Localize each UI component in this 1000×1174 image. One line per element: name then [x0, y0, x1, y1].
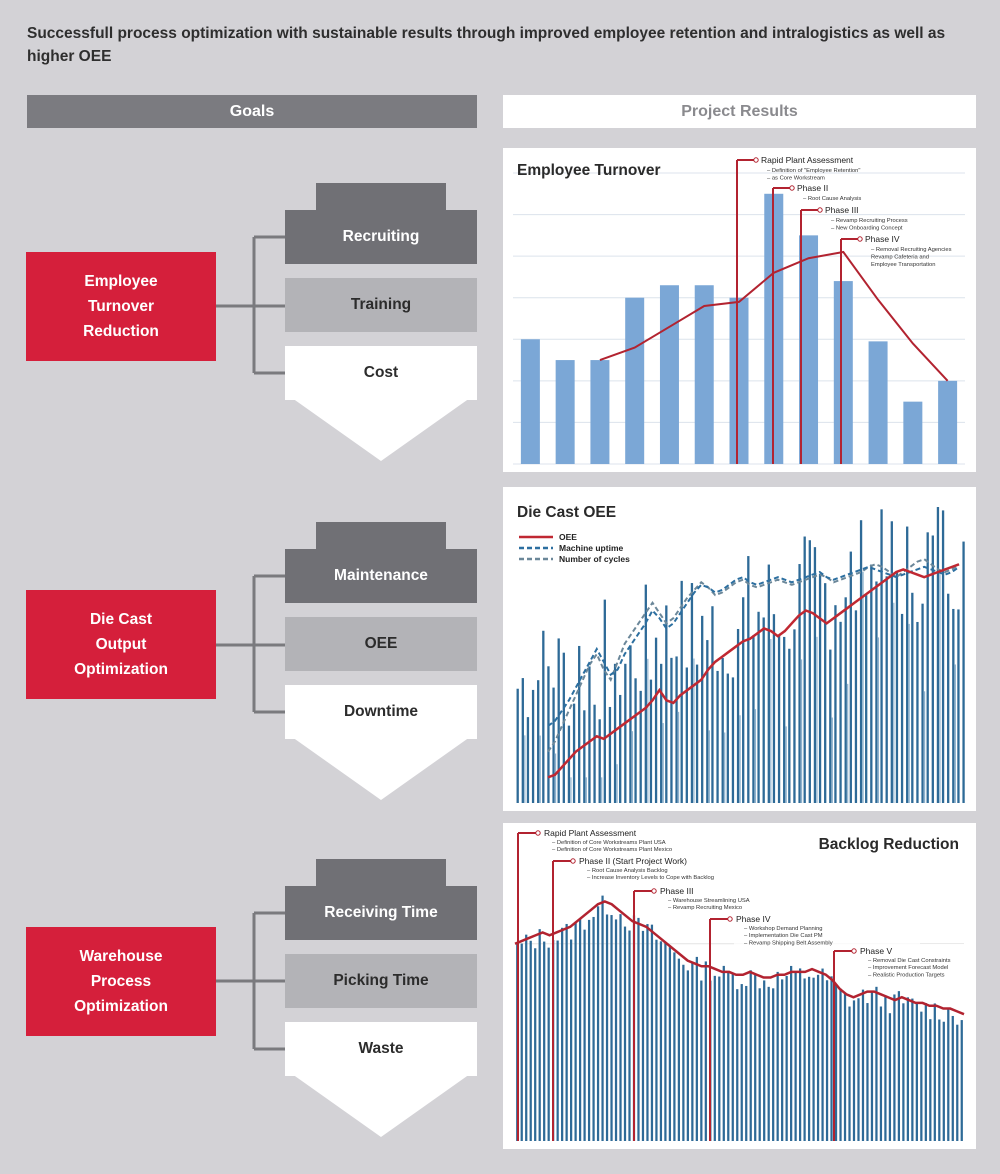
bar	[869, 341, 888, 464]
bar	[687, 970, 689, 1141]
annotation-note: – Definition of Core Workstreams Plant USA	[552, 840, 666, 846]
item-downtime: Downtime	[285, 685, 477, 739]
bar	[916, 1003, 918, 1141]
phase-marker-dot	[790, 186, 794, 190]
bar	[839, 989, 841, 1141]
funnel-stack-1	[285, 183, 477, 463]
bar	[812, 978, 814, 1141]
annotation-note: – Increase Inventory Levels to Cope with Backlog	[587, 875, 714, 882]
bar	[619, 914, 621, 1141]
bar	[556, 360, 575, 464]
phase-marker-dot	[652, 889, 656, 893]
goal-line: Output	[95, 636, 147, 653]
bar	[891, 521, 893, 803]
chart-3-svg	[503, 823, 976, 1149]
bar	[530, 941, 532, 1141]
bar	[637, 918, 639, 1141]
bar-minor	[939, 570, 940, 803]
bar	[786, 976, 788, 1141]
bar	[517, 689, 519, 803]
bar	[920, 1012, 922, 1141]
bar	[747, 556, 749, 803]
bar	[557, 941, 559, 1141]
bar	[768, 987, 770, 1141]
goals-header: Goals	[27, 95, 477, 128]
bar	[911, 999, 913, 1141]
item-maintenance: Maintenance	[285, 549, 477, 603]
bar-minor	[801, 659, 802, 803]
goal-employee-turnover	[26, 252, 216, 361]
bar	[824, 583, 826, 803]
bar	[599, 719, 601, 803]
bar	[732, 677, 734, 803]
bar	[763, 617, 765, 803]
bar	[921, 604, 923, 803]
bar	[835, 985, 837, 1141]
goal-die-cast	[26, 590, 216, 699]
bar	[651, 925, 653, 1141]
bar	[521, 339, 540, 464]
bar	[839, 622, 841, 803]
bar	[579, 919, 581, 1141]
annotation-label: Rapid Plant Assessment	[761, 155, 854, 165]
bar	[665, 605, 667, 803]
annotation-note: – Definition of Core Workstreams Plant Mexico	[552, 847, 673, 854]
bar	[942, 510, 944, 803]
bar	[866, 1003, 868, 1141]
bar	[893, 994, 895, 1141]
chart-2-svg	[503, 487, 976, 811]
annotation-note: – Definition of "Employee Retention"	[767, 168, 861, 174]
phase-marker-dot	[728, 917, 732, 921]
bar	[527, 717, 529, 803]
bar	[947, 1008, 949, 1141]
bar	[925, 1003, 927, 1141]
bar	[570, 940, 572, 1141]
bar	[886, 576, 888, 803]
chart-title: Die Cast OEE	[517, 504, 617, 521]
annotation-note: Employee Transportation	[871, 262, 936, 268]
annotation-note: – New Onboarding Concept	[831, 225, 903, 232]
bar-minor	[601, 777, 602, 803]
bar	[561, 928, 563, 1141]
phase-marker-dot	[754, 158, 758, 162]
bar	[678, 959, 680, 1141]
chart-title: Employee Turnover	[517, 162, 661, 179]
bar	[547, 666, 549, 803]
bar	[745, 986, 747, 1141]
bar	[568, 726, 570, 803]
bar	[862, 990, 864, 1141]
bar	[624, 664, 626, 803]
bar	[929, 1019, 931, 1141]
bar	[768, 565, 770, 803]
bar	[706, 640, 708, 803]
annotation-note: – Root Cause Analysis	[803, 196, 862, 202]
bar	[705, 961, 707, 1141]
bar	[937, 507, 939, 803]
annotation-label: Phase IV	[865, 234, 900, 244]
bar-minor	[924, 691, 925, 803]
item-picking-time: Picking Time	[285, 954, 477, 1008]
bar	[615, 919, 617, 1141]
bar	[757, 612, 759, 803]
bar	[574, 922, 576, 1141]
bar	[660, 285, 679, 464]
bar	[624, 927, 626, 1141]
bar	[793, 629, 795, 803]
bar	[543, 942, 545, 1141]
goal-line: Optimization	[74, 998, 168, 1015]
bar	[664, 943, 666, 1141]
goal-line: Process	[90, 973, 152, 990]
bar	[889, 1013, 891, 1141]
bar	[532, 690, 534, 803]
bar	[875, 581, 877, 803]
chart-backlog-reduction	[503, 823, 976, 1149]
bar	[932, 535, 934, 803]
bar	[539, 929, 541, 1141]
bar-minor	[893, 603, 894, 803]
bar	[938, 1020, 940, 1141]
project-results-header: Project Results	[503, 95, 976, 128]
bar	[592, 917, 594, 1141]
bar	[759, 988, 761, 1141]
bar	[601, 896, 603, 1141]
bar	[870, 565, 872, 803]
bar	[829, 650, 831, 803]
bar	[855, 610, 857, 803]
annotation-note: – Revamp Recruiting Process	[831, 218, 908, 224]
goal-line: Employee	[84, 273, 158, 290]
item-waste: Waste	[285, 1022, 477, 1076]
annotation-note: – Revamp Recruiting Mexico	[668, 905, 743, 912]
bar-minor	[724, 732, 725, 803]
annotation-label: Rapid Plant Assessment	[544, 828, 637, 838]
bar	[701, 616, 703, 803]
bar	[809, 540, 811, 803]
bar-minor	[739, 715, 740, 803]
bar	[850, 552, 852, 803]
bar	[682, 965, 684, 1141]
bar-minor	[786, 726, 787, 803]
bar	[750, 970, 752, 1141]
goal-line: Warehouse	[79, 948, 163, 965]
bar	[681, 581, 683, 803]
funnel-stack-3	[285, 859, 477, 1139]
annotation-note: – Removal Die Cast Constraints	[868, 958, 951, 964]
bar	[961, 1020, 963, 1141]
bar	[902, 1003, 904, 1141]
annotation-label: Phase II	[797, 183, 829, 193]
bar-minor	[755, 709, 756, 803]
bar	[610, 915, 612, 1141]
legend-label: Machine uptime	[559, 543, 624, 553]
bar	[853, 1000, 855, 1141]
connector-lines	[216, 0, 291, 1174]
bar	[790, 966, 792, 1141]
bar-minor	[909, 624, 910, 803]
bar	[727, 973, 729, 1141]
bar	[880, 509, 882, 803]
annotation-label: Phase II (Start Project Work)	[579, 856, 688, 866]
funnel-stack-2	[285, 522, 477, 802]
bar	[714, 976, 716, 1141]
item-cost: Cost	[285, 346, 477, 400]
bar	[650, 680, 652, 803]
bar	[695, 285, 714, 464]
bar	[675, 656, 677, 803]
bar	[884, 995, 886, 1141]
goal-line: Reduction	[83, 323, 159, 340]
annotation-note: – as Core Workstream	[767, 175, 825, 182]
legend-label: Number of cycles	[559, 554, 630, 564]
bar	[525, 935, 527, 1141]
bar	[952, 609, 954, 803]
bar	[673, 952, 675, 1141]
bar	[642, 931, 644, 1141]
bar	[742, 597, 744, 803]
bar	[763, 980, 765, 1141]
bar	[722, 658, 724, 803]
bar	[737, 629, 739, 803]
bar	[901, 614, 903, 803]
bar	[898, 991, 900, 1141]
annotation-label: Phase IV	[736, 914, 771, 924]
annotation-note: – Improvement Forecast Model	[868, 965, 949, 972]
chart-die-cast-oee	[503, 487, 976, 811]
bar	[588, 666, 590, 803]
bar	[655, 940, 657, 1141]
bar	[700, 981, 702, 1141]
bar	[962, 542, 964, 803]
bar	[732, 973, 734, 1141]
bar	[778, 635, 780, 803]
bar	[730, 298, 749, 464]
bar	[916, 622, 918, 803]
bar	[857, 998, 859, 1141]
bar-minor	[647, 659, 648, 803]
bar	[834, 605, 836, 803]
bar	[716, 671, 718, 803]
phase-marker-dot	[852, 949, 856, 953]
bar	[542, 631, 544, 803]
bar	[563, 653, 565, 803]
bar-minor	[832, 718, 833, 803]
bar	[629, 645, 631, 803]
bar	[943, 1022, 945, 1141]
bar-minor	[663, 723, 664, 803]
bar	[566, 924, 568, 1141]
bar-minor	[678, 712, 679, 803]
bar	[754, 974, 756, 1141]
bar	[537, 680, 539, 803]
bar	[590, 360, 609, 464]
annotation-label: Phase V	[860, 946, 893, 956]
bar	[606, 914, 608, 1141]
bar	[691, 962, 693, 1141]
bar	[640, 691, 642, 803]
bar	[669, 947, 671, 1141]
bar	[741, 984, 743, 1141]
bar-minor	[540, 736, 541, 803]
bar	[772, 988, 774, 1141]
bar	[686, 667, 688, 803]
bar	[696, 957, 698, 1141]
bar	[711, 606, 713, 803]
bar-minor	[816, 637, 817, 803]
bar	[534, 948, 536, 1141]
annotation-note: – Workshop Demand Planning	[744, 926, 823, 932]
goal-line: Optimization	[74, 661, 168, 678]
bar	[803, 978, 805, 1141]
bar	[619, 695, 621, 803]
bar	[718, 977, 720, 1141]
legend-label: OEE	[559, 532, 577, 542]
bar	[691, 583, 693, 803]
bar-minor	[862, 572, 863, 803]
bar	[578, 646, 580, 803]
bar-minor	[632, 731, 633, 803]
bar	[845, 597, 847, 803]
chart-employee-turnover	[503, 148, 976, 472]
bar	[875, 987, 877, 1141]
bar	[736, 989, 738, 1141]
goal-warehouse	[26, 927, 216, 1036]
bar	[860, 520, 862, 803]
chart-title: Backlog Reduction	[818, 836, 959, 853]
annotation-note: – Root Cause Analysis Backlog	[587, 868, 668, 874]
bar	[817, 975, 819, 1141]
bar	[727, 674, 729, 803]
annotation-note: – Implementation Die Cast PM	[744, 933, 823, 940]
bar	[781, 979, 783, 1141]
bar	[896, 571, 898, 803]
bar-minor	[616, 764, 617, 803]
bar	[808, 977, 810, 1141]
bar	[670, 658, 672, 803]
bar	[752, 635, 754, 803]
bar	[814, 547, 816, 803]
bar-minor	[878, 637, 879, 803]
item-receiving-time: Receiving Time	[285, 886, 477, 940]
bar	[819, 574, 821, 803]
bar	[957, 609, 959, 803]
bar	[628, 931, 630, 1141]
bar	[655, 638, 657, 803]
bar	[634, 678, 636, 803]
bar	[609, 707, 611, 803]
phase-marker-dot	[818, 208, 822, 212]
bar-minor	[555, 754, 556, 803]
bar	[848, 1007, 850, 1141]
bar	[588, 920, 590, 1141]
bar	[795, 971, 797, 1141]
bar	[773, 614, 775, 803]
bar	[548, 948, 550, 1141]
bar	[604, 600, 606, 803]
annotation-label: Phase III	[660, 886, 694, 896]
bar-minor	[847, 684, 848, 803]
chart-1-svg	[503, 148, 976, 472]
bar	[723, 966, 725, 1141]
bar	[834, 281, 853, 464]
bar	[871, 990, 873, 1141]
bar	[646, 924, 648, 1141]
bar	[844, 994, 846, 1141]
bar	[952, 1016, 954, 1141]
item-oee: OEE	[285, 617, 477, 671]
item-recruiting: Recruiting	[285, 210, 477, 264]
phase-marker-dot	[571, 859, 575, 863]
bar	[907, 997, 909, 1141]
goal-line: Turnover	[87, 298, 155, 315]
bar	[934, 1003, 936, 1141]
bar-minor	[709, 730, 710, 803]
bar	[947, 594, 949, 803]
phase-marker-dot	[858, 237, 862, 241]
annotation-label: Phase III	[825, 205, 859, 215]
annotation-note: – Realistic Production Targets	[868, 972, 945, 979]
bar-minor	[524, 735, 525, 803]
bar	[911, 593, 913, 803]
bar	[558, 638, 560, 803]
bar	[583, 930, 585, 1141]
annotation-note: – Revamp Shipping Belt Assembly	[744, 940, 833, 947]
annotation-note: Revamp Cafeteria and	[871, 254, 930, 261]
bar	[521, 944, 523, 1141]
bar	[552, 688, 554, 803]
bar	[522, 678, 524, 803]
bar	[593, 705, 595, 803]
bar-minor	[955, 664, 956, 803]
bar	[645, 585, 647, 803]
bar	[625, 298, 644, 464]
bar	[799, 968, 801, 1141]
page-title: Successfull process optimization with sustainable results through improved employee retention and intralogistics as well as higher OEE	[27, 25, 946, 65]
bar	[798, 564, 800, 803]
bar	[826, 980, 828, 1141]
goal-line: Die Cast	[89, 611, 152, 628]
bar	[583, 710, 585, 803]
item-training: Training	[285, 278, 477, 332]
bar-minor	[770, 639, 771, 803]
bar	[830, 976, 832, 1141]
bar-minor	[693, 659, 694, 803]
bar-minor	[586, 777, 587, 803]
annotation-note: – Warehouse Streamlining USA	[668, 898, 750, 904]
bar	[938, 381, 957, 464]
bar	[614, 664, 616, 803]
bar	[788, 649, 790, 803]
annotation-note: – Removal Recruiting Agencies	[871, 247, 952, 253]
bar	[660, 941, 662, 1141]
bar	[783, 637, 785, 803]
phase-marker-dot	[536, 831, 540, 835]
bar	[880, 1007, 882, 1141]
bar	[696, 665, 698, 803]
bar	[927, 532, 929, 803]
bar	[865, 595, 867, 803]
bar	[821, 969, 823, 1141]
bar	[956, 1025, 958, 1141]
bar	[597, 906, 599, 1141]
bar	[777, 972, 779, 1141]
bar-minor	[570, 777, 571, 803]
bar	[903, 402, 922, 464]
bar	[660, 664, 662, 803]
